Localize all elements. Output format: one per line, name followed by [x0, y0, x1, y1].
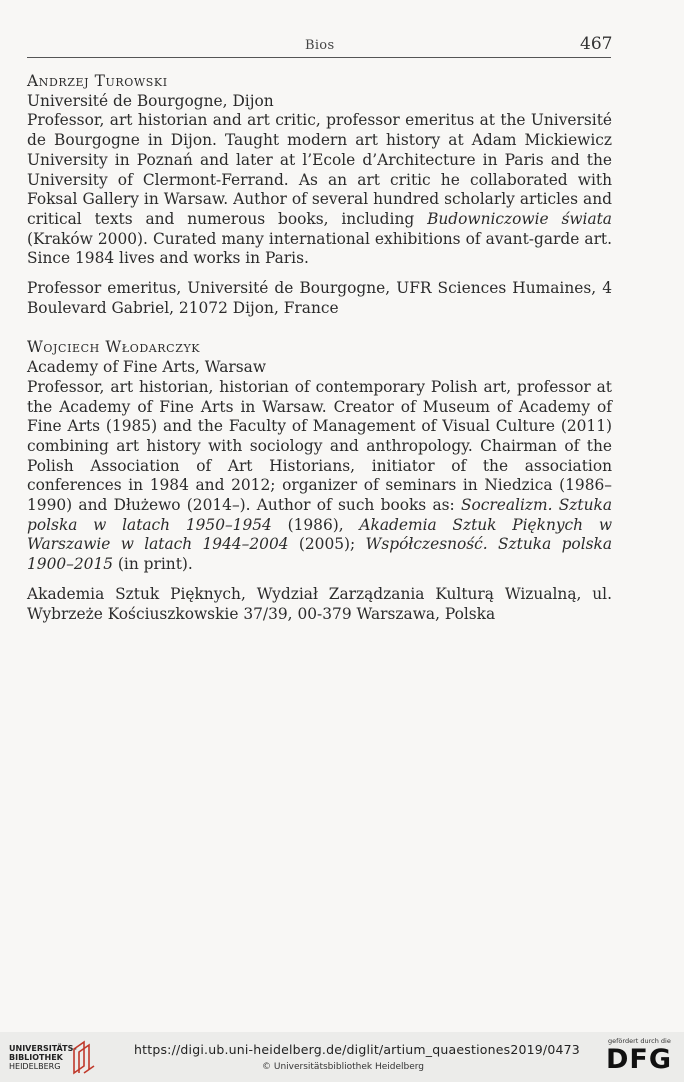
bio-affiliation: Université de Bourgogne, Dijon — [27, 91, 274, 110]
bio-entry-turowski — [27, 72, 612, 318]
book-title: Socrealizm. Sztuka polska w latach 1950–1954 — [27, 496, 612, 534]
book-title: Akademia Sztuk Pięknych w Warszawie w latach 1944–2004 — [27, 515, 612, 554]
book-title: Budowniczowie świata — [427, 209, 612, 228]
bio-address: Professor emeritus, Université de Bourgogne, UFR Sciences Humaines, 4 Boulevard Gabriel, 21072 Dijon, France — [27, 279, 612, 317]
permalink[interactable]: https://digi.ub.uni-heidelberg.de/diglit/artium_quaestiones2019/0473 — [134, 1042, 580, 1057]
bios-content — [27, 72, 612, 624]
library-logo-icon — [68, 1039, 96, 1075]
bio-text: Professor, art historian, historian of contemporary Polish art, professor at the Academy of Fine Arts in Warsaw. Creator of Museum of Academy of Fine Arts (1985) and the Faculty of Management of Visual Culture (2011) combining art history with sociology and anthropology. Chairman of the Polish Association of Art Historians, initiator of the association conferences in 1984 and 2012; organizer of seminars in Niedzica (1986–1990) and Dłużewo (2014–). Author of such books as: Socrealizm. Sztuka polska w latach 1950–1954 (1986), Akademia Sztuk Pięknych w Warszawie w latach 1944–2004 (2005); Współczesność. Sztuka polska 1900–2015 (in print). — [27, 377, 613, 574]
library-logo-text: UNIVERSITÄTS- BIBLIOTHEK HEIDELBERG — [9, 1044, 77, 1071]
bio-entry-wlodarczyk — [27, 338, 612, 624]
copyright: © Universitätsbibliothek Heidelberg — [262, 1062, 425, 1072]
bio-address: Akademia Sztuk Pięknych, Wydział Zarządzania Kulturą Wizualną, ul. Wybrzeże Kościuszkowskie 37/39, 00-379 Warszawa, Polska — [27, 584, 612, 623]
funding-note: gefördert durch die — [608, 1037, 671, 1045]
header-rule — [27, 57, 611, 58]
bio-name: Andrzej Turowski — [27, 72, 168, 90]
digitization-footer — [0, 1032, 684, 1082]
bio-name: Wojciech Włodarczyk — [27, 338, 201, 357]
page-number: 467 — [580, 34, 613, 54]
bio-affiliation: Academy of Fine Arts, Warsaw — [27, 358, 267, 377]
bio-text: Professor, art historian and art critic, professor emeritus at the Université de Bourgogne in Dijon. Taught modern art history at Adam Mickiewicz University in Poznań and later at l’Ecole d’Architecture in Paris and the University of Clermont-Ferrand. As an art critic he collaborated with Foksal Gallery in Warsaw. Author of several hundred scholarly articles and critical texts and numerous books, including Budowniczowie świata (Kraków 2000). Curated many international exhibitions of avant-garde art. Since 1984 lives and works in Paris. — [27, 111, 612, 268]
book-title: Współczesność. Sztuka polska 1900–2015 — [27, 535, 613, 574]
running-head — [0, 36, 684, 56]
running-head-title: Bios — [305, 38, 335, 53]
dfg-logo: DFG — [606, 1044, 673, 1075]
